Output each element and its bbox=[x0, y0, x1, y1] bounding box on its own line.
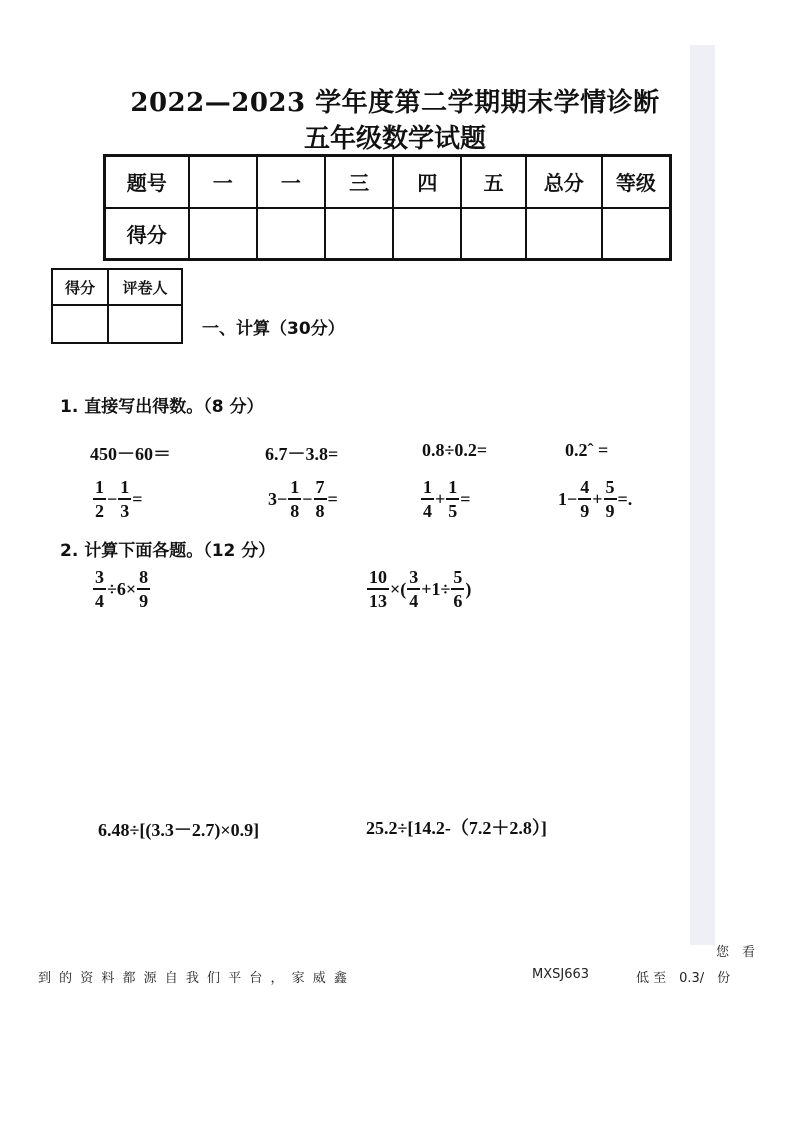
score-cell-empty bbox=[257, 208, 325, 260]
section-heading: 一、计算（30分） bbox=[202, 319, 345, 339]
question-2-title: 2. 计算下面各题。（12 分） bbox=[60, 541, 276, 561]
question-1-title: 1. 直接写出得数。（8 分） bbox=[60, 397, 264, 417]
exam-title: 2022—2023 学年度第二学期期末学情诊断 bbox=[130, 88, 660, 118]
fraction: $\frac{7}{8}$ bbox=[315, 477, 325, 521]
grader-score-label: 得分 bbox=[52, 269, 108, 305]
score-table bbox=[103, 154, 672, 261]
fraction: $\frac{1}{4}$ bbox=[423, 477, 432, 521]
score-cell-header: 一 bbox=[257, 156, 325, 208]
score-cell-empty bbox=[393, 208, 461, 260]
score-table-score-row bbox=[105, 208, 671, 260]
score-cell-header: 等级 bbox=[602, 156, 671, 208]
footer-code: MXSJ663 bbox=[532, 967, 590, 982]
footer-text-2: 到 的 资 料 都 源 自 我 们 平 台 ， 家 威 鑫 bbox=[38, 971, 349, 986]
fraction: $\frac{1}{8}$ bbox=[290, 477, 300, 521]
score-table-header-row bbox=[105, 156, 671, 208]
score-cell-empty bbox=[461, 208, 525, 260]
score-cell-empty bbox=[325, 208, 393, 260]
fraction: $\frac{1}{2}$ bbox=[95, 477, 104, 521]
q2-expr-3: 6.48÷[(3.3－2.7)×0.9] bbox=[98, 820, 260, 840]
fraction: $\frac{1}{5}$ bbox=[448, 477, 458, 521]
q1-expr-4: 0.2ˆ = bbox=[565, 440, 609, 460]
q1-expr-6: 3− $\frac{1}{8}$ − $\frac{7}{8}$ = bbox=[268, 477, 338, 521]
grader-cell-empty bbox=[108, 305, 182, 343]
score-cell-header: 三 bbox=[325, 156, 393, 208]
q1-expr-2: 6.7－3.8= bbox=[265, 444, 339, 464]
q2-expr-4: 25.2÷[14.2-（7.2＋2.8）] bbox=[366, 818, 547, 838]
q2-expr-1: $\frac{3}{4}$ ÷6× $\frac{8}{9}$ bbox=[95, 567, 149, 611]
fraction: $\frac{1}{3}$ bbox=[120, 477, 130, 521]
grader-name-label: 评卷人 bbox=[108, 269, 182, 305]
fraction: $\frac{8}{9}$ bbox=[139, 567, 149, 611]
q2-expr-2: $\frac{10}{13}$ ×( $\frac{3}{4}$ +1÷ $\frac{5}{6}$ ) bbox=[369, 567, 472, 611]
score-cell-empty bbox=[526, 208, 602, 260]
exam-subtitle: 五年级数学试题 bbox=[303, 124, 486, 154]
q1-expr-1: 450－60＝ bbox=[90, 444, 171, 464]
score-cell-empty bbox=[602, 208, 671, 260]
score-cell-header: 一 bbox=[189, 156, 257, 208]
q1-expr-7: $\frac{1}{4}$ + $\frac{1}{5}$ = bbox=[423, 477, 471, 521]
fraction: $\frac{5}{9}$ bbox=[605, 477, 615, 521]
score-cell-header: 总分 bbox=[526, 156, 602, 208]
grader-cell-empty bbox=[52, 305, 108, 343]
page-edge-strip bbox=[690, 45, 715, 945]
score-cell-header: 题号 bbox=[105, 156, 189, 208]
footer-text-3: 低 至 0.3/ 份 bbox=[636, 971, 731, 986]
q1-expr-3: 0.8÷0.2= bbox=[422, 440, 488, 460]
score-cell-header: 五 bbox=[461, 156, 525, 208]
q1-expr-8: 1− $\frac{4}{9}$ + $\frac{5}{9}$ =. bbox=[558, 477, 633, 521]
fraction: $\frac{10}{13}$ bbox=[369, 567, 387, 611]
footer-text-1: 您 看 bbox=[716, 945, 756, 960]
q1-expr-5: $\frac{1}{2}$ − $\frac{1}{3}$ = bbox=[95, 477, 143, 521]
score-cell-header: 四 bbox=[393, 156, 461, 208]
score-cell-empty bbox=[189, 208, 257, 260]
fraction: $\frac{5}{6}$ bbox=[453, 567, 463, 611]
fraction: $\frac{3}{4}$ bbox=[95, 567, 104, 611]
fraction: $\frac{4}{9}$ bbox=[580, 477, 590, 521]
score-row-label: 得分 bbox=[105, 208, 189, 260]
grader-table bbox=[51, 268, 183, 344]
fraction: $\frac{3}{4}$ bbox=[409, 567, 419, 611]
